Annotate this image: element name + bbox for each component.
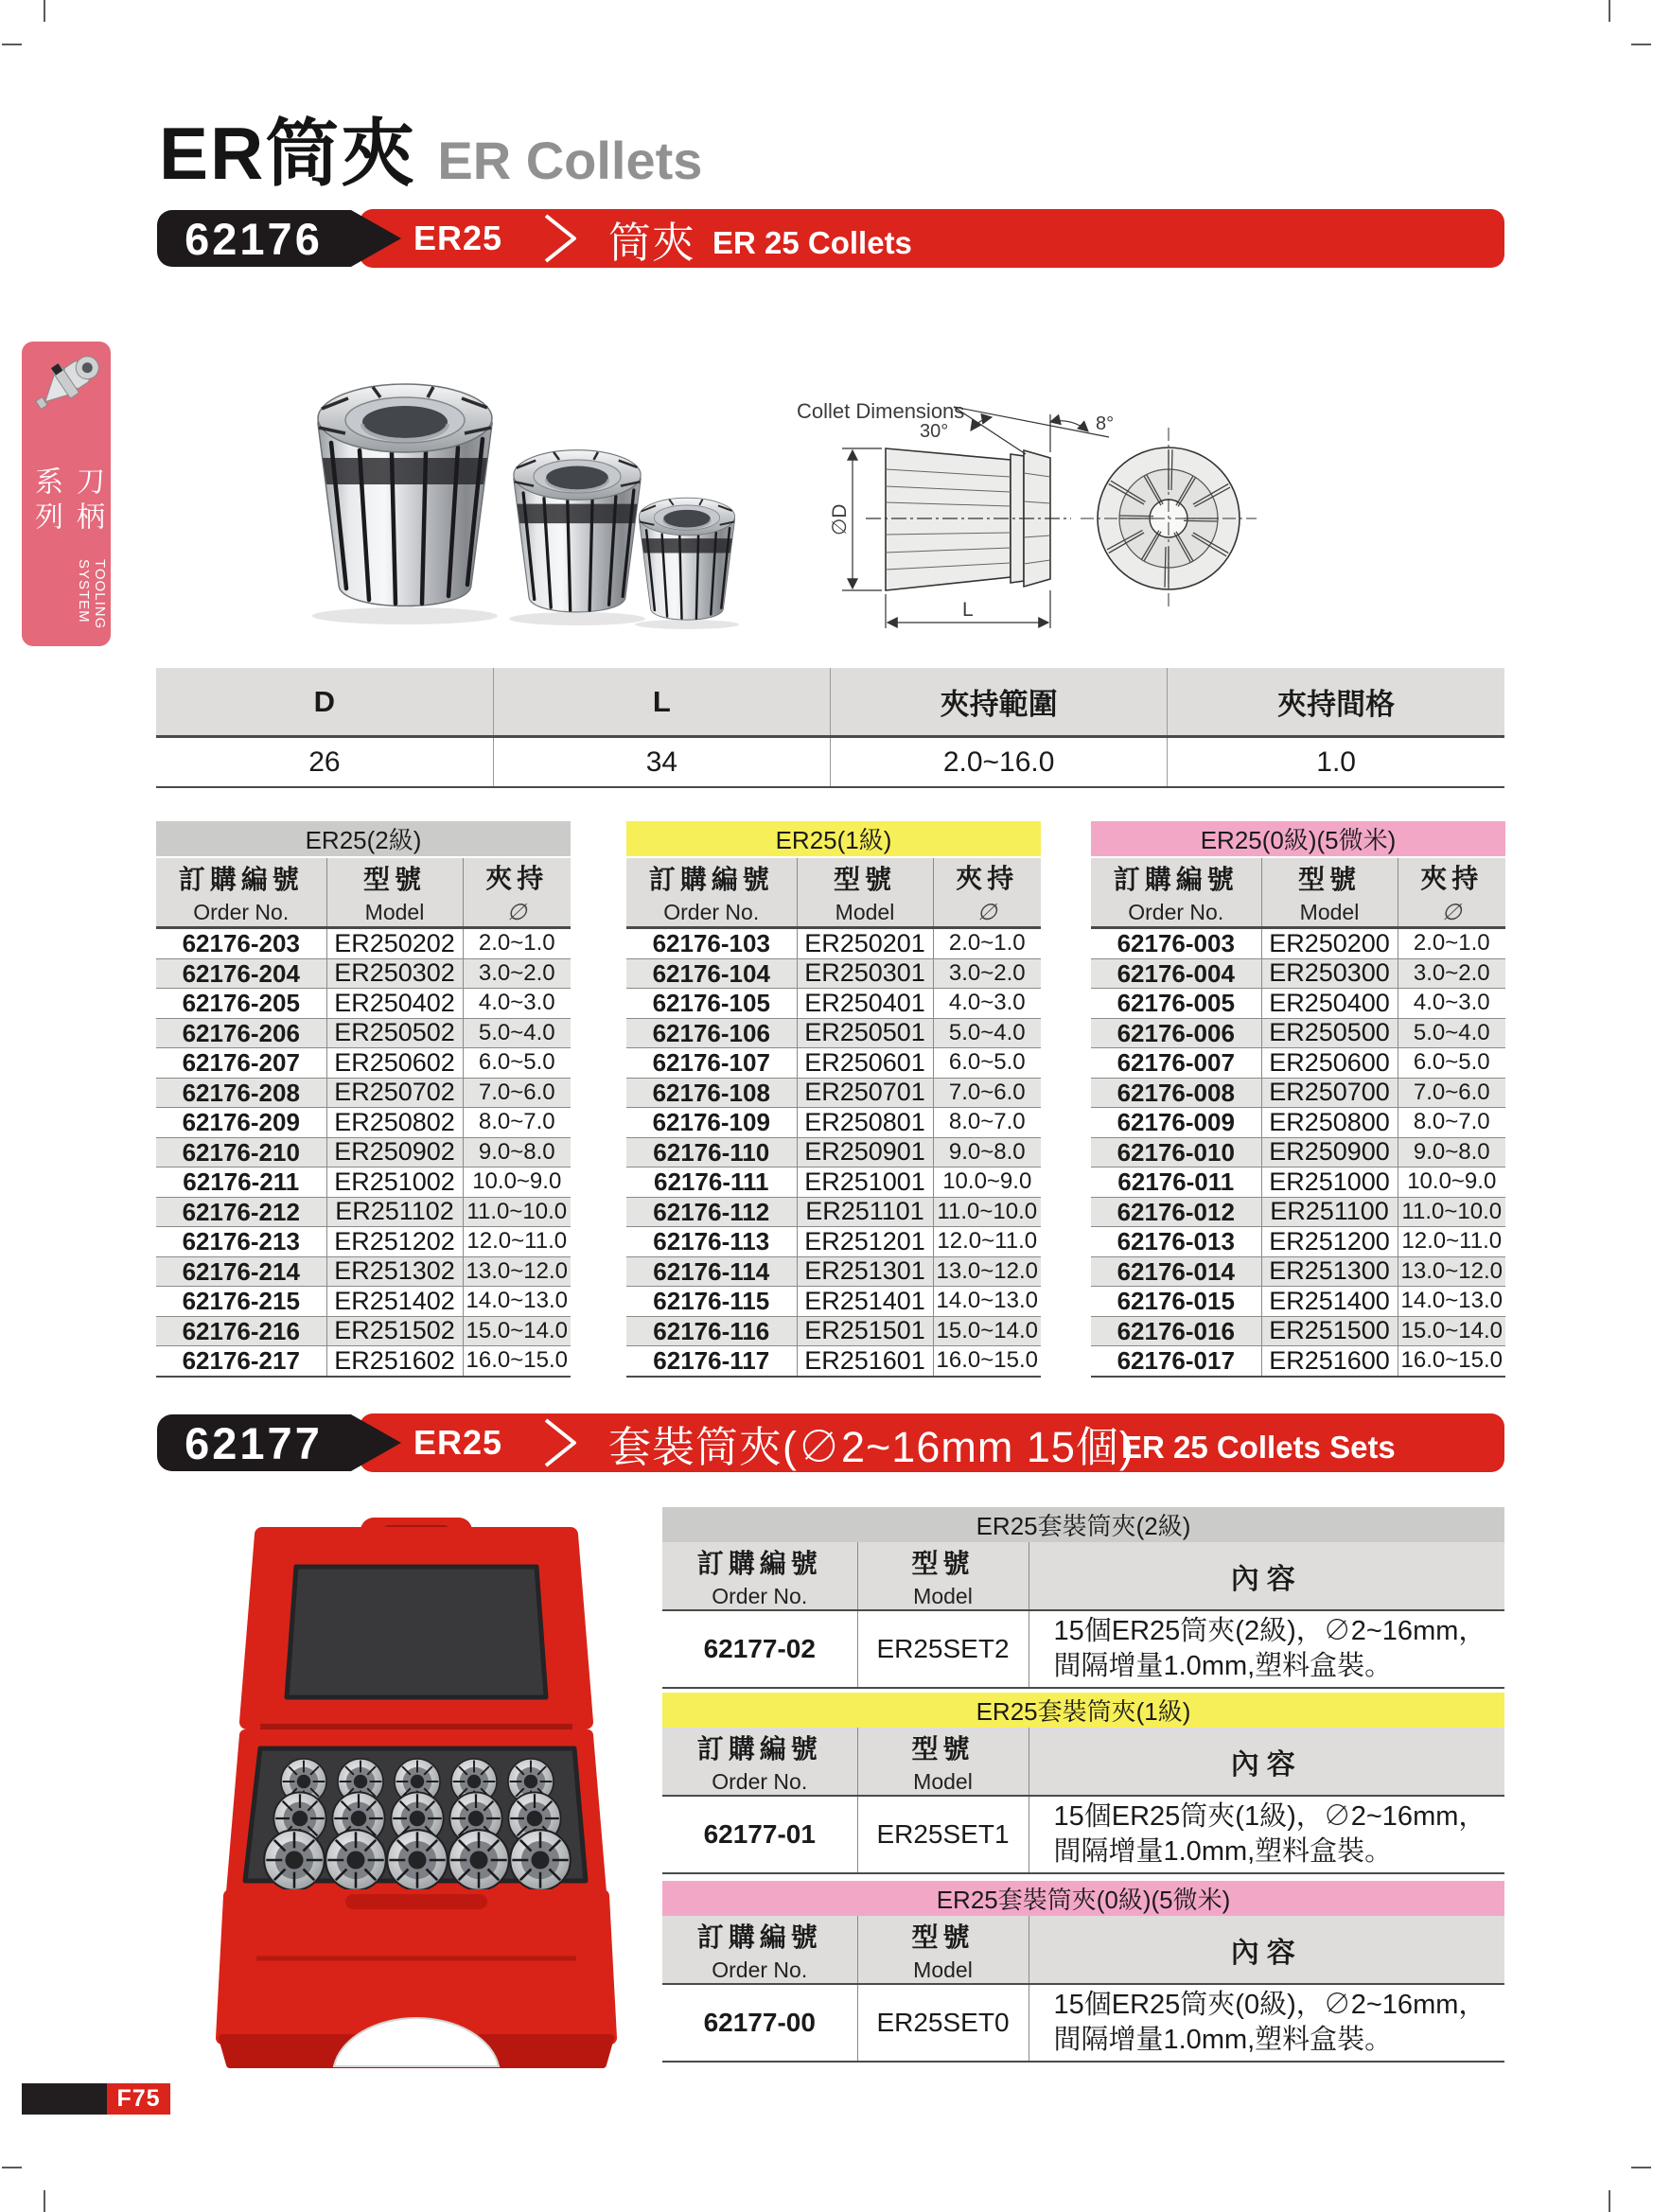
order-no: 62177-01 xyxy=(662,1796,857,1873)
table-row xyxy=(156,1078,571,1108)
clamp-range: 11.0~10.0 xyxy=(1398,1197,1505,1227)
order-no: 62176-112 xyxy=(626,1197,797,1227)
table-row xyxy=(626,958,1041,989)
clamp-range: 2.0~1.0 xyxy=(1398,928,1505,959)
collet-set-case-photo xyxy=(203,1512,629,2072)
table-row xyxy=(156,989,571,1019)
banner-title-zh: 筒夾 xyxy=(608,218,696,267)
clamp-range: 3.0~2.0 xyxy=(1398,958,1505,989)
table-row xyxy=(626,1137,1041,1167)
model: ER251402 xyxy=(326,1287,463,1317)
col-header-order-no: 訂購編號 Order No. xyxy=(662,1728,857,1796)
drawing-caption: Collet Dimensions xyxy=(797,399,965,423)
table-header-row xyxy=(662,1728,1504,1796)
page-title xyxy=(159,95,702,201)
order-no: 62176-113 xyxy=(626,1227,797,1257)
model: ER250600 xyxy=(1261,1048,1398,1079)
order-no: 62176-206 xyxy=(156,1018,326,1048)
col-header-clamp: 夾持 ∅ xyxy=(463,857,571,928)
sidebar-tab-tooling-system xyxy=(22,342,111,646)
model: ER250400 xyxy=(1261,989,1398,1019)
clamp-range: 12.0~11.0 xyxy=(1398,1227,1505,1257)
model: ER250201 xyxy=(797,928,933,959)
col-header-order-no: 訂購編號 Order No. xyxy=(1091,857,1261,928)
order-no: 62176-106 xyxy=(626,1018,797,1048)
table-row xyxy=(626,1018,1041,1048)
dim-value-l: 34 xyxy=(493,737,830,788)
order-no: 62176-211 xyxy=(156,1167,326,1198)
table-title: ER25(1級) xyxy=(626,821,1041,857)
table-row xyxy=(662,1796,1504,1873)
clamp-range: 15.0~14.0 xyxy=(933,1316,1041,1346)
order-no: 62176-210 xyxy=(156,1137,326,1167)
model: ER250802 xyxy=(326,1108,463,1138)
model: ER251600 xyxy=(1261,1346,1398,1377)
order-no: 62177-00 xyxy=(662,1984,857,2062)
order-no: 62177-02 xyxy=(662,1610,857,1688)
order-no: 62176-107 xyxy=(626,1048,797,1079)
dim-value-clamp-step: 1.0 xyxy=(1168,737,1504,788)
table-header-row xyxy=(626,857,1041,928)
model: ER25SET0 xyxy=(857,1984,1029,2062)
banner-series: ER25 xyxy=(413,1423,503,1462)
model: ER250702 xyxy=(326,1078,463,1108)
table-body xyxy=(156,928,571,1377)
col-header-model: 型號 Model xyxy=(326,857,463,928)
order-no: 62176-108 xyxy=(626,1078,797,1108)
model: ER251501 xyxy=(797,1316,933,1346)
model: ER251002 xyxy=(326,1167,463,1198)
col-header-content: 內容 xyxy=(1029,1542,1504,1610)
order-no: 62176-207 xyxy=(156,1048,326,1079)
clamp-range: 6.0~5.0 xyxy=(933,1048,1041,1079)
model: ER251400 xyxy=(1261,1287,1398,1317)
crop-mark xyxy=(1609,2190,1610,2212)
dim-value-d: 26 xyxy=(156,737,493,788)
table-title: ER25套裝筒夾(1級) xyxy=(662,1693,1504,1728)
table-row xyxy=(1091,1167,1505,1198)
clamp-range: 9.0~8.0 xyxy=(463,1137,571,1167)
table-title: ER25套裝筒夾(0級)(5微米) xyxy=(662,1881,1504,1916)
table-row xyxy=(156,737,1504,788)
clamp-range: 15.0~14.0 xyxy=(463,1316,571,1346)
table-header-row xyxy=(1091,857,1505,928)
model: ER250700 xyxy=(1261,1078,1398,1108)
order-no: 62176-017 xyxy=(1091,1346,1261,1377)
clamp-range: 10.0~9.0 xyxy=(933,1167,1041,1198)
table-row xyxy=(1091,1108,1505,1138)
table-header-row xyxy=(156,668,1504,737)
order-no: 62176-217 xyxy=(156,1346,326,1377)
model: ER25SET2 xyxy=(857,1610,1029,1688)
table-title-row xyxy=(662,1881,1504,1916)
model: ER251500 xyxy=(1261,1316,1398,1346)
col-header-model: 型號 Model xyxy=(1261,857,1398,928)
collet-table-grade2 xyxy=(156,821,571,1378)
set-table-grade0 xyxy=(662,1881,1504,2063)
table-title-row xyxy=(1091,821,1505,857)
table-row xyxy=(1091,928,1505,959)
clamp-range: 13.0~12.0 xyxy=(463,1256,571,1287)
table-row xyxy=(1091,1227,1505,1257)
clamp-range: 5.0~4.0 xyxy=(933,1018,1041,1048)
table-body xyxy=(626,928,1041,1377)
order-no: 62176-215 xyxy=(156,1287,326,1317)
table-body xyxy=(1091,928,1505,1377)
dim-value-clamp-range: 2.0~16.0 xyxy=(831,737,1168,788)
clamp-range: 11.0~10.0 xyxy=(933,1197,1041,1227)
table-row xyxy=(626,1287,1041,1317)
col-header-order-no: 訂購編號 Order No. xyxy=(662,1916,857,1984)
clamp-range: 2.0~1.0 xyxy=(933,928,1041,959)
model: ER251102 xyxy=(326,1197,463,1227)
order-no: 62176-208 xyxy=(156,1078,326,1108)
order-no: 62176-013 xyxy=(1091,1227,1261,1257)
col-header-model: 型號 Model xyxy=(857,1542,1029,1610)
clamp-range: 3.0~2.0 xyxy=(933,958,1041,989)
banner-title-zh: 套裝筒夾(∅2~16mm 15個) xyxy=(608,1422,1134,1471)
table-row xyxy=(156,1197,571,1227)
col-header-content: 內容 xyxy=(1029,1916,1504,1984)
order-no: 62176-008 xyxy=(1091,1078,1261,1108)
model: ER251101 xyxy=(797,1197,933,1227)
model: ER251201 xyxy=(797,1227,933,1257)
crop-mark xyxy=(1631,44,1651,45)
table-row xyxy=(156,1137,571,1167)
table-row xyxy=(1091,958,1505,989)
table-row xyxy=(1091,1048,1505,1079)
chevron-right-icon xyxy=(538,1418,584,1467)
clamp-range: 8.0~7.0 xyxy=(463,1108,571,1138)
model: ER251300 xyxy=(1261,1256,1398,1287)
table-row xyxy=(156,1018,571,1048)
table-row xyxy=(156,928,571,959)
table-row xyxy=(156,958,571,989)
model: ER251401 xyxy=(797,1287,933,1317)
order-no: 62176-103 xyxy=(626,928,797,959)
angle-30-label: 30° xyxy=(920,421,949,442)
clamp-range: 9.0~8.0 xyxy=(1398,1137,1505,1167)
model: ER250301 xyxy=(797,958,933,989)
model: ER250902 xyxy=(326,1137,463,1167)
model: ER250701 xyxy=(797,1078,933,1108)
model: ER25SET1 xyxy=(857,1796,1029,1873)
content-description: 15個ER25筒夾(0級)，∅2~16mm， 間隔增量1.0mm,塑料盒裝。 xyxy=(1029,1984,1504,2062)
sidebar-series-en: TOOLING SYSTEM xyxy=(76,559,108,630)
clamp-range: 7.0~6.0 xyxy=(463,1078,571,1108)
table-header-row xyxy=(662,1542,1504,1610)
col-header-content: 內容 xyxy=(1029,1728,1504,1796)
sidebar-series-label xyxy=(25,466,108,646)
model: ER251100 xyxy=(1261,1197,1398,1227)
table-row xyxy=(626,928,1041,959)
crop-mark xyxy=(1609,0,1610,22)
order-no: 62176-203 xyxy=(156,928,326,959)
clamp-range: 12.0~11.0 xyxy=(933,1227,1041,1257)
table-row xyxy=(662,1610,1504,1688)
table-title: ER25(0級)(5微米) xyxy=(1091,821,1505,857)
table-row xyxy=(662,1984,1504,2062)
chevron-right-icon xyxy=(538,214,584,263)
model: ER251001 xyxy=(797,1167,933,1198)
model: ER250401 xyxy=(797,989,933,1019)
table-header-row xyxy=(662,1916,1504,1984)
clamp-range: 16.0~15.0 xyxy=(1398,1346,1505,1377)
crop-mark xyxy=(44,2190,45,2212)
clamp-range: 2.0~1.0 xyxy=(463,928,571,959)
order-no: 62176-209 xyxy=(156,1108,326,1138)
clamp-range: 6.0~5.0 xyxy=(463,1048,571,1079)
table-title: ER25套裝筒夾(2級) xyxy=(662,1507,1504,1542)
table-row xyxy=(626,1197,1041,1227)
dim-header-clamp-range: 夾持範圍 xyxy=(831,668,1168,737)
model: ER251601 xyxy=(797,1346,933,1377)
table-row xyxy=(626,1227,1041,1257)
sidebar-series-zh: 刀柄系列 xyxy=(30,466,103,536)
table-row xyxy=(626,1048,1041,1079)
table-title-row xyxy=(156,821,571,857)
model: ER250900 xyxy=(1261,1137,1398,1167)
length-label: L xyxy=(962,599,974,621)
table-row xyxy=(1091,1346,1505,1377)
col-header-clamp: 夾持 ∅ xyxy=(933,857,1041,928)
table-row xyxy=(1091,1078,1505,1108)
clamp-range: 8.0~7.0 xyxy=(933,1108,1041,1138)
clamp-range: 16.0~15.0 xyxy=(463,1346,571,1377)
order-no: 62176-213 xyxy=(156,1227,326,1257)
banner-title-en: ER 25 Collets xyxy=(712,225,912,260)
table-row xyxy=(626,1316,1041,1346)
collets-product-photo xyxy=(263,331,741,629)
table-row xyxy=(1091,1137,1505,1167)
model: ER250202 xyxy=(326,928,463,959)
col-header-model: 型號 Model xyxy=(857,1916,1029,1984)
table-row xyxy=(156,1256,571,1287)
order-no: 62176-009 xyxy=(1091,1108,1261,1138)
table-title-row xyxy=(626,821,1041,857)
table-title-row xyxy=(662,1507,1504,1542)
diameter-label: ∅D xyxy=(829,503,851,535)
clamp-range: 4.0~3.0 xyxy=(1398,989,1505,1019)
section-banner-62176 xyxy=(156,209,1504,268)
model: ER250800 xyxy=(1261,1108,1398,1138)
crop-mark xyxy=(2,2167,22,2168)
page-code: F75 xyxy=(116,2085,161,2112)
clamp-range: 3.0~2.0 xyxy=(463,958,571,989)
collet-table-grade0 xyxy=(1091,821,1505,1378)
clamp-range: 4.0~3.0 xyxy=(933,989,1041,1019)
col-header-clamp: 夾持 ∅ xyxy=(1398,857,1505,928)
clamp-range: 7.0~6.0 xyxy=(1398,1078,1505,1108)
section-banner-62177 xyxy=(156,1413,1504,1472)
order-no: 62176-117 xyxy=(626,1346,797,1377)
model: ER250601 xyxy=(797,1048,933,1079)
order-no: 62176-014 xyxy=(1091,1256,1261,1287)
col-header-model: 型號 Model xyxy=(797,857,933,928)
table-row xyxy=(156,1316,571,1346)
model: ER250901 xyxy=(797,1137,933,1167)
table-row xyxy=(626,1256,1041,1287)
table-row xyxy=(156,1227,571,1257)
table-row xyxy=(1091,1018,1505,1048)
order-no: 62176-003 xyxy=(1091,928,1261,959)
table-row xyxy=(626,1108,1041,1138)
clamp-range: 15.0~14.0 xyxy=(1398,1316,1505,1346)
table-row xyxy=(1091,1197,1505,1227)
order-no: 62176-105 xyxy=(626,989,797,1019)
table-row xyxy=(156,1108,571,1138)
page-code-badge xyxy=(107,2083,170,2115)
clamp-range: 6.0~5.0 xyxy=(1398,1048,1505,1079)
order-no: 62176-005 xyxy=(1091,989,1261,1019)
order-no: 62176-205 xyxy=(156,989,326,1019)
order-no: 62176-010 xyxy=(1091,1137,1261,1167)
order-no: 62176-015 xyxy=(1091,1287,1261,1317)
clamp-range: 8.0~7.0 xyxy=(1398,1108,1505,1138)
clamp-range: 14.0~13.0 xyxy=(1398,1287,1505,1317)
order-no: 62176-116 xyxy=(626,1316,797,1346)
order-no: 62176-016 xyxy=(1091,1316,1261,1346)
clamp-range: 14.0~13.0 xyxy=(463,1287,571,1317)
crop-mark xyxy=(2,44,22,45)
clamp-range: 12.0~11.0 xyxy=(463,1227,571,1257)
table-row xyxy=(626,1346,1041,1377)
banner-code: 62176 xyxy=(185,213,323,264)
order-no: 62176-114 xyxy=(626,1256,797,1287)
clamp-range: 5.0~4.0 xyxy=(463,1018,571,1048)
dim-header-l: L xyxy=(493,668,830,737)
footer-black-bar xyxy=(22,2083,107,2115)
table-row xyxy=(156,1346,571,1377)
order-no: 62176-007 xyxy=(1091,1048,1261,1079)
model: ER251502 xyxy=(326,1316,463,1346)
table-row xyxy=(156,1048,571,1079)
model: ER251200 xyxy=(1261,1227,1398,1257)
order-no: 62176-216 xyxy=(156,1316,326,1346)
order-no: 62176-212 xyxy=(156,1197,326,1227)
model: ER250801 xyxy=(797,1108,933,1138)
order-no: 62176-204 xyxy=(156,958,326,989)
clamp-range: 10.0~9.0 xyxy=(1398,1167,1505,1198)
model: ER251602 xyxy=(326,1346,463,1377)
clamp-range: 4.0~3.0 xyxy=(463,989,571,1019)
dimensions-table xyxy=(156,668,1504,788)
collet-table-grade1 xyxy=(626,821,1041,1378)
table-row xyxy=(1091,1287,1505,1317)
model: ER250402 xyxy=(326,989,463,1019)
col-header-order-no: 訂購編號 Order No. xyxy=(662,1542,857,1610)
table-row xyxy=(156,1167,571,1198)
crop-mark xyxy=(44,0,45,22)
order-no: 62176-111 xyxy=(626,1167,797,1198)
banner-title-en: ER 25 Collets Sets xyxy=(1121,1430,1396,1465)
model: ER250300 xyxy=(1261,958,1398,989)
table-header-row xyxy=(156,857,571,928)
banner-code: 62177 xyxy=(185,1417,323,1468)
order-no: 62176-004 xyxy=(1091,958,1261,989)
page-title-zh: ER筒夾 xyxy=(159,112,417,195)
col-header-order-no: 訂購編號 Order No. xyxy=(626,857,797,928)
clamp-range: 11.0~10.0 xyxy=(463,1197,571,1227)
dim-header-clamp-step: 夾持間格 xyxy=(1168,668,1504,737)
table-row xyxy=(1091,1256,1505,1287)
order-no: 62176-011 xyxy=(1091,1167,1261,1198)
order-no: 62176-012 xyxy=(1091,1197,1261,1227)
order-no: 62176-006 xyxy=(1091,1018,1261,1048)
model: ER251301 xyxy=(797,1256,933,1287)
page-title-en: ER Collets xyxy=(437,131,703,190)
table-row xyxy=(156,1287,571,1317)
table-row xyxy=(626,1167,1041,1198)
collet-dimensions-drawing xyxy=(776,378,1306,653)
model: ER250602 xyxy=(326,1048,463,1079)
clamp-range: 7.0~6.0 xyxy=(933,1078,1041,1108)
clamp-range: 5.0~4.0 xyxy=(1398,1018,1505,1048)
banner-series: ER25 xyxy=(413,219,503,257)
content-description: 15個ER25筒夾(1級)，∅2~16mm， 間隔增量1.0mm,塑料盒裝。 xyxy=(1029,1796,1504,1873)
crop-mark xyxy=(1631,2167,1651,2168)
model: ER250500 xyxy=(1261,1018,1398,1048)
tool-holder-icon xyxy=(31,347,103,430)
content-description: 15個ER25筒夾(2級)，∅2~16mm， 間隔增量1.0mm,塑料盒裝。 xyxy=(1029,1610,1504,1688)
order-no: 62176-115 xyxy=(626,1287,797,1317)
set-table-grade1 xyxy=(662,1693,1504,1874)
model: ER251302 xyxy=(326,1256,463,1287)
table-title: ER25(2級) xyxy=(156,821,571,857)
table-row xyxy=(1091,989,1505,1019)
clamp-range: 9.0~8.0 xyxy=(933,1137,1041,1167)
table-row xyxy=(626,1078,1041,1108)
model: ER250200 xyxy=(1261,928,1398,959)
model: ER250502 xyxy=(326,1018,463,1048)
dim-header-d: D xyxy=(156,668,493,737)
col-header-model: 型號 Model xyxy=(857,1728,1029,1796)
model: ER250501 xyxy=(797,1018,933,1048)
order-no: 62176-214 xyxy=(156,1256,326,1287)
order-no: 62176-104 xyxy=(626,958,797,989)
order-no: 62176-109 xyxy=(626,1108,797,1138)
model: ER251000 xyxy=(1261,1167,1398,1198)
col-header-order-no: 訂購編號 Order No. xyxy=(156,857,326,928)
table-title-row xyxy=(662,1693,1504,1728)
clamp-range: 10.0~9.0 xyxy=(463,1167,571,1198)
table-row xyxy=(626,989,1041,1019)
collet-set-items xyxy=(264,1759,571,1890)
order-no: 62176-110 xyxy=(626,1137,797,1167)
clamp-range: 16.0~15.0 xyxy=(933,1346,1041,1377)
clamp-range: 13.0~12.0 xyxy=(933,1256,1041,1287)
table-row xyxy=(1091,1316,1505,1346)
set-table-grade2 xyxy=(662,1507,1504,1689)
angle-8-label: 8° xyxy=(1096,413,1115,434)
model: ER251202 xyxy=(326,1227,463,1257)
model: ER250302 xyxy=(326,958,463,989)
clamp-range: 13.0~12.0 xyxy=(1398,1256,1505,1287)
clamp-range: 14.0~13.0 xyxy=(933,1287,1041,1317)
banner-red-band xyxy=(360,209,1504,268)
